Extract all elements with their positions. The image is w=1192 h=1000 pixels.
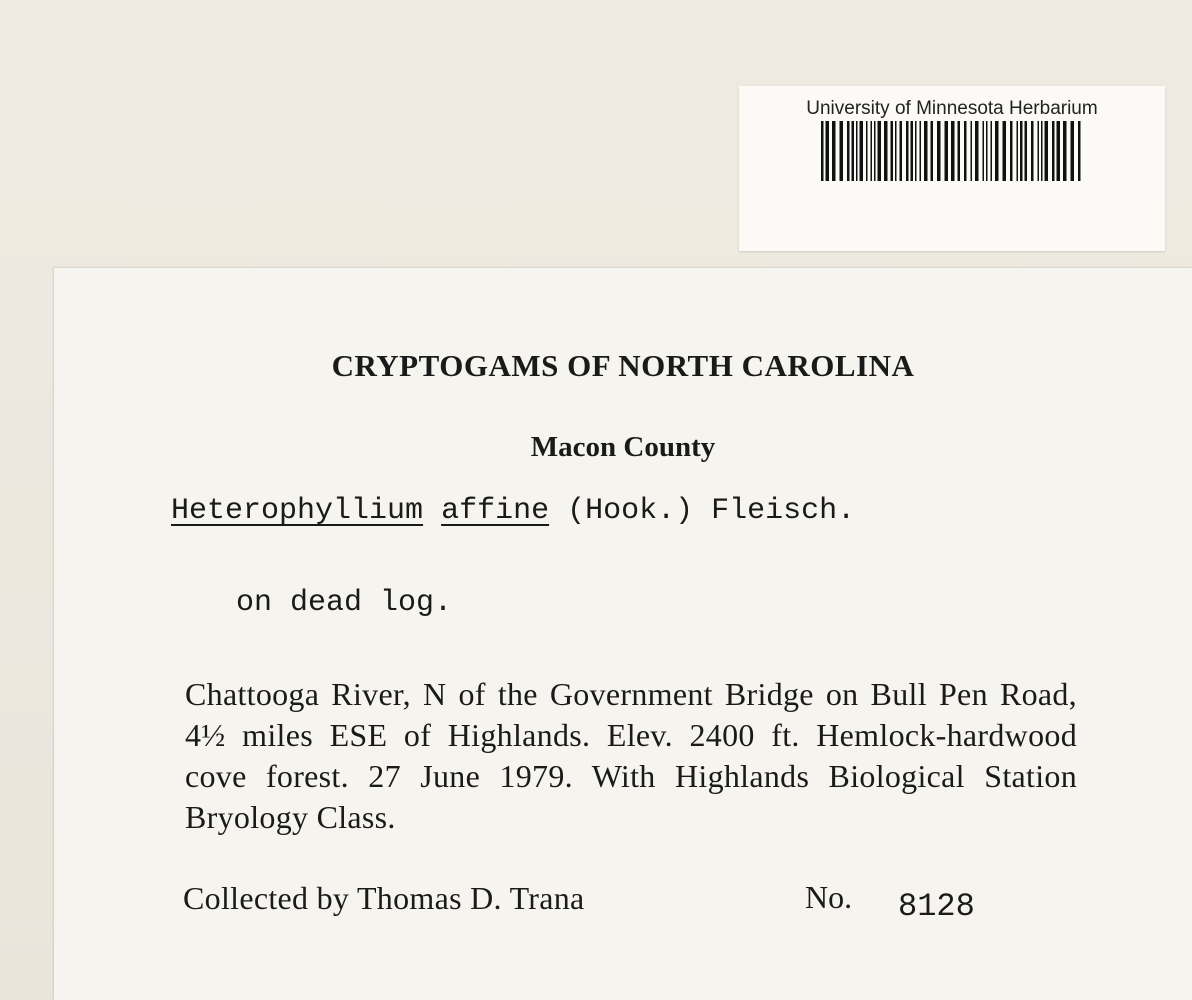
barcode-bar [1010,121,1013,181]
barcode-bar [847,121,850,181]
barcode-bar [1017,121,1019,181]
habitat: on dead log. [236,586,453,620]
barcode-bar [878,121,882,181]
barcode-bar [821,121,824,181]
authority: (Hook.) Fleisch. [567,494,856,528]
label-title: CRYPTOGAMS OF NORTH CAROLINA [331,348,915,383]
barcode-bar [1020,121,1023,181]
barcode-bar [826,121,830,181]
barcode-bar [945,121,949,181]
barcode-bar [1038,121,1040,181]
barcode-bar [986,121,988,181]
barcode-bar [1078,121,1081,181]
barcode-bar [874,121,876,181]
locality: Chattooga River, N of the Government Bridge on Bull Pen Road, 4½ miles ESE of Highlands. Elev. 2400 ft. Hemlock-hardwood cove forest. 27 June 1979. With Highlands Biological Station Bryology Class. [185,676,1077,835]
barcode-graphic [817,121,1087,281]
barcode-bar [895,121,897,181]
barcode-bar [964,121,967,181]
barcode-bar [971,121,973,181]
barcode-bar [983,121,985,181]
barcode-bar [884,121,888,181]
barcode-bar [832,121,836,181]
collector: Collected by Thomas D. Trana [183,880,585,916]
barcode-bar [951,121,955,181]
barcode-bar [915,121,917,181]
barcode-bar [920,121,922,181]
barcode-bar [937,121,941,181]
county: Macon County [530,431,716,463]
barcode-bar [900,121,903,181]
barcode-bar [1052,121,1055,181]
specimen-label [54,268,1192,1000]
barcode-bar [1071,121,1075,181]
collection-number: 8128 [898,888,975,925]
barcode-bar [1045,121,1049,181]
barcode-bar [852,121,855,181]
taxon-name [171,494,855,528]
genus: Heterophyllium [171,494,424,528]
barcode-bar [924,121,928,181]
species-epithet: affine [441,494,550,528]
barcode-bar [931,121,934,181]
barcode-bar [856,121,858,181]
barcode-bar [911,121,914,181]
barcode-bar [866,121,868,181]
barcode-bar [975,121,979,181]
barcode-institution: University of Minnesota Herbarium [806,98,1098,119]
barcode-bar [1057,121,1061,181]
barcode-bar [906,121,909,181]
barcode-bar [840,121,844,181]
barcode-bar [958,121,961,181]
barcode-bar [995,121,999,181]
barcode-bar [1025,121,1028,181]
barcode-bar [860,121,864,181]
barcode-bar [891,121,894,181]
barcode-bar [991,121,993,181]
barcode-bar [1003,121,1007,181]
barcode-label [739,86,1165,251]
barcode-bar [871,121,873,181]
barcode-bar [1041,121,1043,181]
barcode-bar [1031,121,1034,181]
collection-number-label: No. [805,879,853,915]
barcode-bar [1063,121,1067,181]
